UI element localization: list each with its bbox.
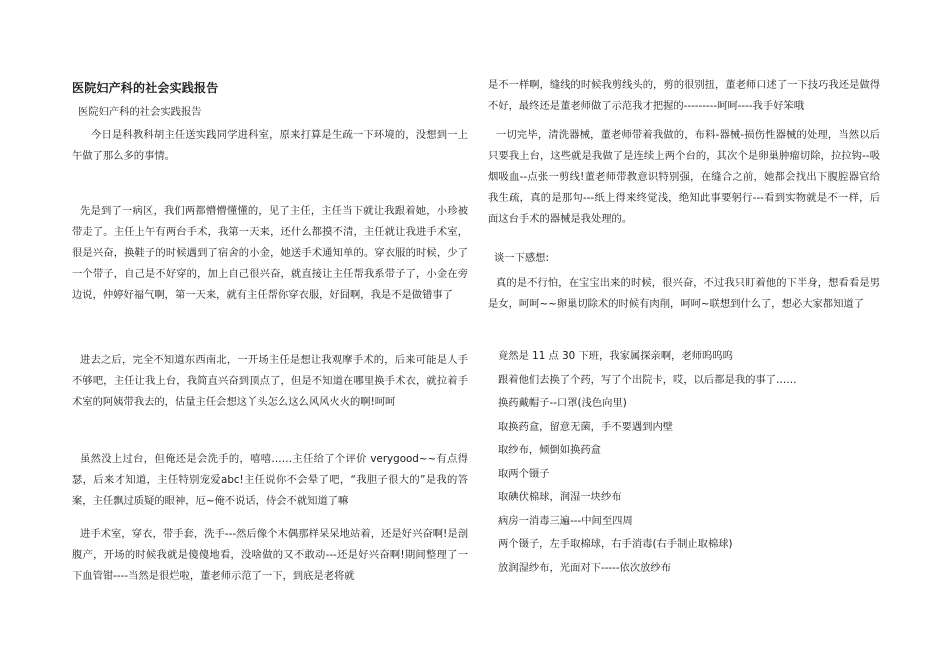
list-item: 取两个镊子 [498, 467, 550, 480]
list-item: 取碘伏棉球，润湿一块纱布 [498, 491, 622, 503]
list-item: 取纱布，倾倒如换药盒 [498, 444, 601, 456]
paragraph: 先是到了一病区，我们两都懵懵懂懂的，见了主任，主任当下就让我跟着她，小珍被带走了。主任上午有两台手术，我第一天来，还什么都摸不清，主任就让我进手术室，很是兴奋，换鞋子的时候遇到了宿舍的小金，她送手术通知单的。穿衣服的时候，少了一个带子，自己是不好穿的，加上自己很兴奋，就直接让主任帮我系带子了，小金在旁边说，仲婷好福气啊，第一天来，就有主任帮你穿衣服，好囧啊，我是不是做错事了 [72, 205, 468, 301]
section-heading: 谈一下感想: [494, 252, 549, 264]
paragraph: 是不一样啊，缝线的时候我剪线头的，剪的很别扭，董老师口述了一下技巧我还是做得不好，最终还是董老师做了示范我才把握的---------呵呵----我手好笨哦 [488, 79, 880, 112]
list-item: 竟然是 11 点 30 下班，我家属探亲啊，老师呜呜呜 [498, 350, 733, 362]
list-item: 放润湿纱布，光面对下-----依次放纱布 [498, 561, 672, 574]
paragraph: 虽然没上过台，但俺还是会洗手的，嘻嘻……主任给了个评价 verygood~~有点得瑟，后来才知道，主任特别宠爱abc!主任说你不会晕了吧，“我胆子很大的”是我的答案，主任飘过质疑的眼神，厄~俺不说话，侍会不就知道了嘛 [72, 453, 468, 507]
list-item: 跟着他们去换了个药，写了个出院卡，哎，以后都是我的事了…… [498, 373, 797, 386]
paragraph: 一切完毕，清洗器械，董老师带着我做的，布料-器械-损伤性器械的处理，当然以后只要我上台，这些就是我做了是连续上两个台的，其次个是卵巢肿瘤切除，拉拉钩--吸烟吸血--点张一剪线!董老师带教意识特别强，在缝合之前，她都会找出下腹腔器官给我生疏，真的是那句---纸上得来终觉浅，绝知此事要躬行---看到实物就是不一样，后面这台手术的器械是我处理的。 [488, 129, 880, 225]
step-list [498, 345, 880, 580]
list-item: 病房一消毒三遍---中间至四周 [498, 514, 633, 527]
paragraph: 进手术室，穿衣，带手套，洗手---然后像个木偶那样呆呆地站着，还是好兴奋啊!是剖腹产，开场的时候我就是傻傻地看，没啥做的又不敢动---还是好兴奋啊!期间整理了一下血管钳----当然是很烂啦，董老师示范了一下，到底是老将就 [72, 528, 468, 582]
paragraph: 进去之后，完全不知道东西南北，一开场主任是想让我观摩手术的，后来可能是人手不够吧，主任让我上台，我简直兴奋到顶点了，但是不知道在哪里换手术衣，就拉着手术室的阿姨带我去的，估量主任会想这丫头怎么这么风风火火的啊!呵呵 [72, 354, 468, 408]
list-item: 换药戴帽子--口罩(浅色向里) [498, 397, 627, 409]
paragraph: 今日是科教科胡主任送实践同学进科室，原来打算是生疏一下环境的，没想到一上午做了那么多的事情。 [72, 129, 468, 162]
list-item: 两个镊子，左手取棉球，右手消毒(右手制止取棉球) [498, 538, 733, 550]
list-item: 取换药盒，留意无菌，手不要遇到内壁 [498, 420, 674, 433]
paragraph: 真的是不行怕，在宝宝出来的时候，很兴奋，不过我只盯着他的下半身，想看看是男是女，呵呵~~卵巢切除术的时候有肉削，呵呵~联想到什么了，想必大家都知道了 [488, 277, 880, 310]
document-subtitle: 医院妇产科的社会实践报告 [78, 106, 202, 118]
document-title: 医院妇产科的社会实践报告 [72, 81, 219, 95]
